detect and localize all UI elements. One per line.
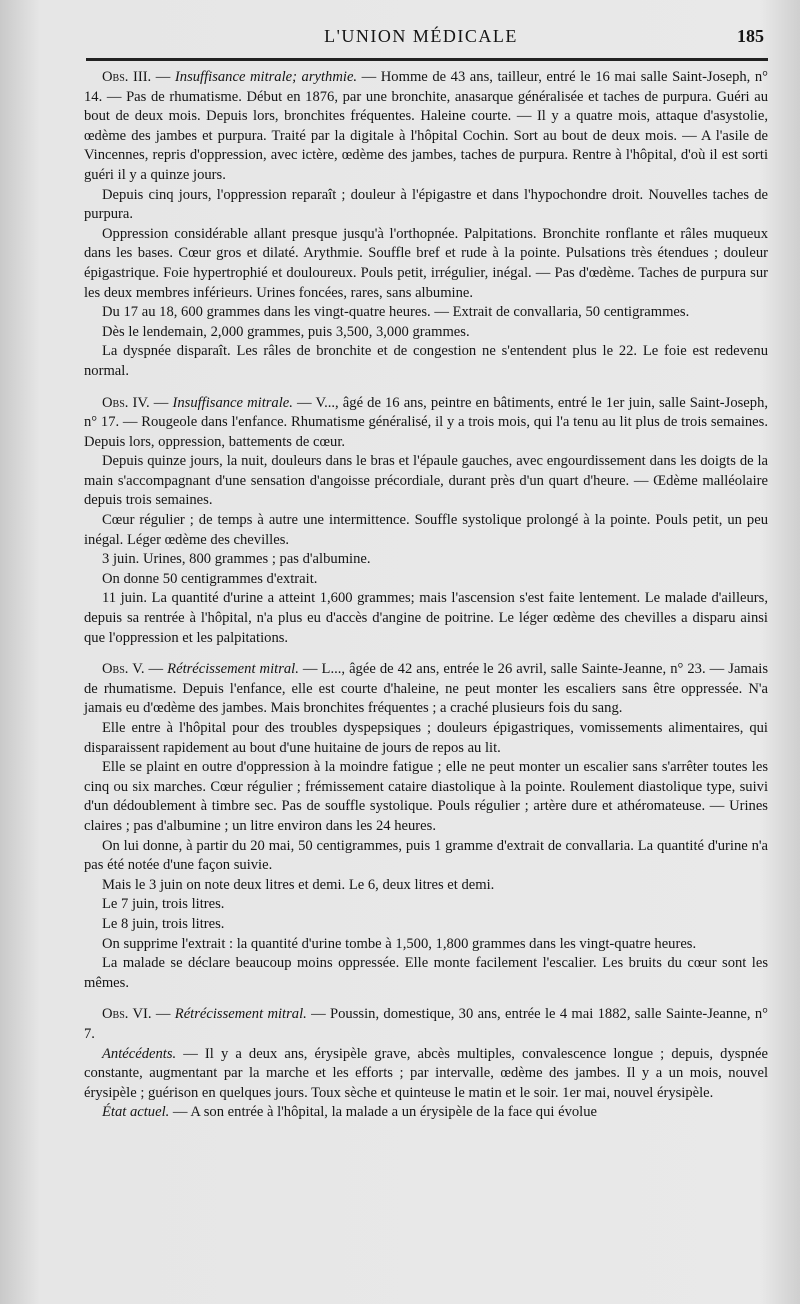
obs-label: Obs. IV. <box>102 394 150 411</box>
paragraph: Oppression considérable allant presque jusqu'à l'orthopnée. Palpitations. Bronchite ronflante et râles muqueux dans les bases. Cœur gros et dilaté. Arythmie. Souffle bref et rude à la pointe. Pulsations très étendues ; douleur épigastrique. Foie hypertrophié et douloureux. Pouls petit, irrégulier, inégal. — Pas d'œdème. Taches de purpura sur les deux membres inférieurs. Urines foncées, rares, sans albumine. <box>84 225 768 301</box>
page-number: 185 <box>737 26 764 46</box>
paragraph: Le 7 juin, trois litres. <box>102 896 225 913</box>
paragraph: Depuis quinze jours, la nuit, douleurs dans le bras et l'épaule gauches, avec engourdissement dans les doigts de la main s'accompagnant d'une sensation d'angoisse précordiale, durant près d'un quart d'heure. — Œdème malléolaire depuis trois semaines. <box>84 453 768 509</box>
paragraph-text: — Il y a deux ans, érysipèle grave, abcès multiples, convalescence longue ; depuis, dyspnée constante, augmentant par la marche et les efforts ; par intervalle, œdème des jambes. Il y a un mois, nouvel érysipèle ; guérison en quelques jours. Toux sèche et quinteuse le matin et le soir. 1er mai, nouvel érysipèle. <box>84 1045 768 1101</box>
paragraph-obs-4: Obs. IV. — Insuffisance mitrale. — V..., âgé de 16 ans, peintre en bâtiments, entré le 1er juin, salle Saint-Joseph, n° 17. — Rougeole dans l'enfance. Rhumatisme généralisé, il y a trois mois, qui l'a tenu au lit plus de trois semaines. Depuis lors, oppression, battements de cœur. <box>84 394 769 450</box>
section-title: Antécédents. <box>102 1045 177 1062</box>
paragraph: Du 17 au 18, 600 grammes dans les vingt-quatre heures. — Extrait de convallaria, 50 centigrammes. <box>102 304 690 321</box>
paragraph: On donne 50 centigrammes d'extrait. <box>102 570 318 587</box>
obs-label: Obs. III. <box>102 69 152 85</box>
paragraph: La malade se déclare beaucoup moins oppressée. Elle monte facilement l'escalier. Les bruits du cœur sont les mêmes. <box>84 955 768 991</box>
paragraph: 3 juin. Urines, 800 grammes ; pas d'albumine. <box>102 551 371 568</box>
paragraph-obs-5: Obs. V. — Rétrécissement mitral. — L..., âgée de 42 ans, entrée le 26 avril, salle Sainte-Jeanne, n° 23. — Jamais de rhumatisme. Depuis l'enfance, elle est courte d'haleine, ne peut monter les escaliers sans être oppressée. N'a jamais eu d'œdème des jambes. Mais bronchites fréquentes ; a craché plusieurs fois du sang. <box>84 661 768 717</box>
paragraph-antecedents <box>84 1045 768 1104</box>
obs-title: Rétrécissement mitral. <box>167 661 299 678</box>
article-body <box>84 68 768 1123</box>
paragraph-text: — Homme de 43 ans, tailleur, entré le 16 mai salle Saint-Joseph, n° 14. — Pas de rhumatisme. Début en 1876, par une bronchite, anasarque généralisée et taches de purpura. Guéri au bout de deux mois. Depuis lors, bronchites fréquentes. Haleine courte. — Il y a quatre mois, attaque d'asystolie, œdème des jambes et purpura. Traité par la digitale à l'hôpital Cochin. Sort au bout de deux mois. — A l'asile de Vincennes, repris d'oppression, avec ictère, œdème des jambes, taches de purpura. Rentre à l'hôpital, d'où il est sorti guéri il y a quinze jours. <box>84 69 768 183</box>
obs-title: Insuffisance mitrale; arythmie. <box>174 69 358 85</box>
section-title: État actuel. <box>102 1104 170 1121</box>
paragraph: Cœur régulier ; de temps à autre une intermittence. Souffle systolique prolongé à la pointe. Pouls petit, un peu inégal. Léger œdème des chevilles. <box>84 512 768 548</box>
paragraph: 11 juin. La quantité d'urine a atteint 1,600 grammes; mais l'ascension s'est faite lentement. Le malade d'ailleurs, depuis sa rentrée à l'hôpital, n'a plus eu d'accès d'angine de poitrine. Le léger œdème des chevilles a disparu ainsi que l'oppression et les palpitations. <box>84 590 768 646</box>
paragraph-text: — L..., âgée de 42 ans, entrée le 26 avril, salle Sainte-Jeanne, n° 23. — Jamais de rhumatisme. Depuis l'enfance, elle est courte d'haleine, ne peut monter les escaliers sans être oppressée. N'a jamais eu d'œdème des jambes. Mais bronchites fréquentes ; a craché plusieurs fois du sang. <box>84 661 768 717</box>
paragraph-obs-3: Obs. III. — Insuffisance mitrale; arythmie. — Homme de 43 ans, tailleur, entré le 16 mai salle Saint-Joseph, n° 14. — Pas de rhumatisme. Début en 1876, par une bronchite, anasarque généralisée et taches de purpura. Guéri au bout de deux mois. Depuis lors, bronchites fréquentes. Haleine courte. — Il y a quatre mois, attaque d'asystolie, œdème des jambes et purpura. Traité par la digitale à l'hôpital Cochin. Sort au bout de deux mois. — A l'asile de Vincennes, repris d'oppression, avec ictère, œdème des jambes, taches de purpura. Rentre à l'hôpital, d'où il est sorti guéri il y a quinze jours. <box>84 69 768 183</box>
paragraph-etat-actuel <box>84 1103 768 1123</box>
paragraph-text: — A son entrée à l'hôpital, la malade a un érysipèle de la face qui évolue <box>169 1104 597 1121</box>
paragraph: On lui donne, à partir du 20 mai, 50 centigrammes, puis 1 gramme d'extrait de convallaria. La quantité d'urine n'a pas été notée d'une façon suivie. <box>84 837 768 874</box>
paragraph-text: — Poussin, domestique, 30 ans, entrée le 4 mai 1882, salle Sainte-Jeanne, n° 7. <box>84 1006 769 1042</box>
header-rule <box>86 58 768 61</box>
paragraph: Dès le lendemain, 2,000 grammes, puis 3,500, 3,000 grammes. <box>102 323 470 340</box>
paragraph: La dyspnée disparaît. Les râles de bronchite et de congestion ne s'entendent plus le 22. Le foie est redevenu normal. <box>84 343 768 379</box>
paragraph-obs-6: Obs. VI. — Rétrécissement mitral. — Poussin, domestique, 30 ans, entrée le 4 mai 1882, salle Sainte-Jeanne, n° 7. <box>84 1006 769 1042</box>
paragraph: Elle se plaint en outre d'oppression à la moindre fatigue ; elle ne peut monter un escalier sans s'arrêter toutes les cinq ou six marches. Cœur régulier ; frémissement cataire diastolique à la pointe. Roulement diastolique type, suivi d'un dédoublement à timbre sec. Pas de souffle systolique. Pouls régulier ; artère dure et athéromateuse. — Urines claires ; pas d'albumine ; un litre environ dans les 24 heures. <box>84 759 768 834</box>
page-header <box>78 20 764 50</box>
obs-label: Obs. V. <box>102 661 145 678</box>
paragraph: Depuis cinq jours, l'oppression reparaît ; douleur à l'épigastre et dans l'hypochondre droit. Nouvelles taches de purpura. <box>84 186 768 223</box>
paragraph: Elle entre à l'hôpital pour des troubles dyspepsiques ; douleurs épigastriques, vomissements alimentaires, qui disparaissent rapidement au bout d'une huitaine de jours de repos au lit. <box>84 720 768 756</box>
paragraph: On supprime l'extrait : la quantité d'urine tombe à 1,500, 1,800 grammes dans les vingt-quatre heures. <box>102 935 697 952</box>
paragraph: Mais le 3 juin on note deux litres et demi. Le 6, deux litres et demi. <box>102 876 495 893</box>
paragraph: Le 8 juin, trois litres. <box>102 915 225 932</box>
running-title: L'UNION MÉDICALE <box>324 26 518 46</box>
obs-title: Insuffisance mitrale. <box>172 394 293 411</box>
paragraph-text: — V..., âgé de 16 ans, peintre en bâtiments, entré le 1er juin, salle Saint-Joseph, n° 17. — Rougeole dans l'enfance. Rhumatisme généralisé, il y a trois mois, qui l'a tenu au lit plus de trois semaines. Depuis lors, oppression, battements de cœur. <box>84 394 769 450</box>
obs-label: Obs. VI. <box>102 1006 152 1023</box>
obs-title: Rétrécissement mitral. <box>174 1006 307 1023</box>
